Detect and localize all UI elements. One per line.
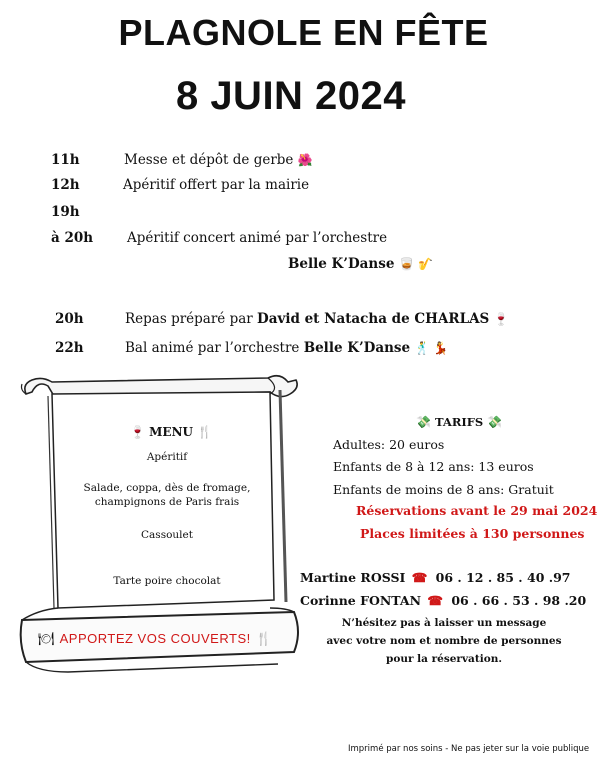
contact-row (300, 593, 586, 609)
menu-heading: 🍷 MENU 🍴 (130, 425, 213, 439)
tarif-line: Adultes: 20 euros (333, 437, 445, 452)
message-line: avec votre nom et nombre de personnes (326, 635, 562, 647)
tarif-line: Enfants de 8 à 12 ans: 13 euros (333, 459, 534, 474)
bring-cutlery-banner (38, 628, 273, 647)
programme-text: Repas préparé par (125, 311, 253, 327)
reservation-deadline: Réservations avant le 29 mai 2024 (356, 503, 597, 518)
cutlery-icon: 🍴 (197, 425, 213, 439)
programme-item (125, 311, 509, 327)
menu-item: Tarte poire chocolat (113, 575, 221, 587)
banner-text: APPORTEZ VOS COUVERTS! (59, 631, 251, 646)
page-title: PLAGNOLE EN FÊTE (118, 12, 489, 53)
orchestra-line (288, 256, 433, 272)
time-22h: 22h (55, 340, 84, 356)
wine-icon: 🍷 (130, 425, 145, 439)
wine-icon: 🍷 (493, 312, 509, 326)
dancers-icon: 🕺 💃 (414, 341, 449, 355)
phone-icon: ☎ (427, 593, 443, 608)
menu-item: Salade, coppa, dès de fromage, champignons de Paris frais (83, 482, 251, 508)
event-date: 8 JUIN 2024 (175, 74, 407, 118)
programme-text: Messe et dépôt de gerbe (124, 152, 294, 168)
flower-icon: 🌺 (297, 153, 313, 167)
message-note (320, 614, 568, 668)
time-20h-repas: 20h (55, 311, 84, 327)
time-20h-aperitif: à 20h (51, 230, 94, 246)
programme-item (124, 152, 313, 168)
programme-text: Apéritif concert animé par l’orchestre (127, 230, 388, 246)
money-icon: 💸 (416, 415, 431, 429)
cutlery-icon: 🍴 (255, 632, 273, 647)
message-line: pour la réservation. (386, 653, 502, 665)
programme-text: Apéritif offert par la mairie (123, 177, 310, 193)
menu-item: Cassoulet (141, 529, 193, 541)
contact-row (300, 570, 571, 586)
message-line: N’hésitez pas à laisser un message (341, 617, 547, 629)
footer-note: Imprimé par nos soins - Ne pas jeter sur la voie publique (348, 744, 590, 754)
drink-saxophone-icon: 🥃 🎷 (399, 257, 434, 271)
orchestra-name: Belle K’Danse (288, 256, 395, 272)
plate-icon: 🍽 (38, 632, 55, 647)
phone-icon: ☎ (411, 570, 428, 585)
programme-item (125, 340, 448, 356)
contact-name: Martine ROSSI (300, 570, 406, 585)
tarif-line: Enfants de moins de 8 ans: Gratuit (333, 482, 554, 497)
programme-text: Bal animé par l’orchestre (125, 340, 300, 356)
tarifs-heading: 💸 TARIFS 💸 (416, 415, 503, 429)
time-19h: 19h (51, 204, 80, 220)
menu-item: Apéritif (146, 451, 188, 463)
time-12h: 12h (51, 177, 80, 193)
contact-name: Corinne FONTAN (300, 593, 422, 608)
places-limit: Places limitées à 130 personnes (360, 526, 585, 541)
orchestra-name: Belle K’Danse (303, 340, 411, 356)
money-icon: 💸 (487, 415, 503, 429)
time-11h: 11h (51, 152, 80, 168)
contact-phone[interactable]: 06 . 12 . 85 . 40 .97 (435, 570, 571, 585)
caterer-name: David et Natacha de CHARLAS (257, 311, 490, 327)
contact-phone[interactable]: 06 . 66 . 53 . 98 .20 (451, 593, 587, 608)
